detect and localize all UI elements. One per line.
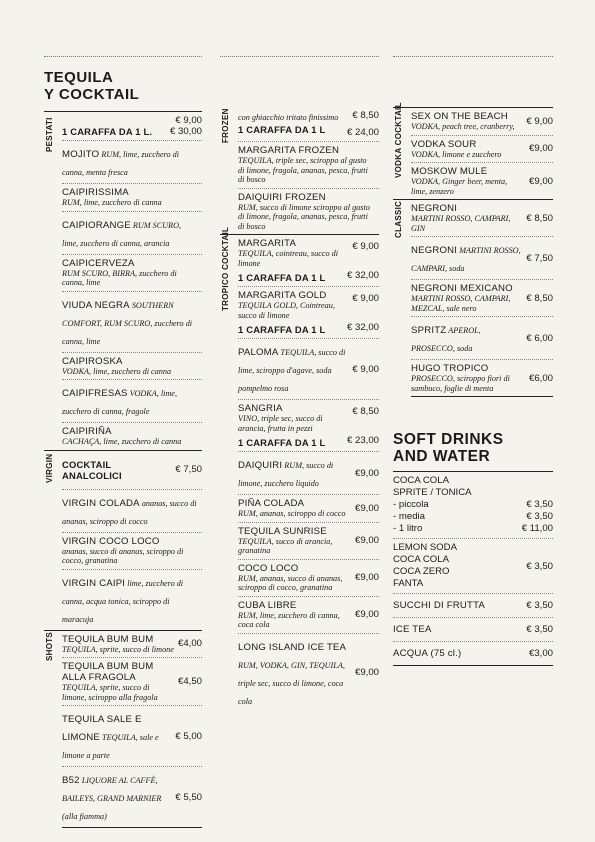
menu-item: COCO LOCO RUM, ananas, succo di ananas, sciroppo di cocco, granatina €9,00 (238, 560, 379, 597)
section-title-tequila (44, 69, 202, 103)
virgin-header: COCKTAIL ANALCOLICI € 7,50 (62, 451, 202, 490)
menu-item: SANGRIA VINO, triple sec, succo di arancia, frutta in pezzi 1 CARAFFA DA 1 L € 8,50 € 23,00 (238, 400, 379, 452)
menu-item: CAIPIFRESAS VODKA, lime, zucchero di canna, fragole (62, 380, 202, 423)
menu-item: TEQUILA BUM BUM TEQUILA, sprite, succo di limone €4,00 (62, 631, 202, 659)
column-left (44, 56, 202, 828)
menu-item: CAIPIROSKA VODKA, lime, zucchero di canna (62, 353, 202, 381)
section-pestati: PESTATI 1 CARAFFA DA 1 L. € 9,00 € 30,00 MOJITO RUM, lime, zucchero di canna, menta fresca CAIPIRISSIMA RUM, lime, zucchero di canna CAIPIORANGE RUM SCURO, lime, zucchero di canna, arancia CAIPICERVEZA RUM SCURO, BIRRA, zucchero di canna, lime VIUDA NEGRA SOUTHERN COMFORT, RUM SCURO, zucchero di canna, lime CAIPIROSKA VODKA, lime, zucchero di canna CAIPIFRESAS VODKA, lime, zucchero di canna, fragole CAIPIRIÑA CACHAÇA, lime, zucchero di canna (44, 111, 202, 450)
cans-group: LEMON SODA COCA COLA COCA ZERO FANTA € 3,50 (393, 539, 553, 594)
menu-item: CUBA LIBRE RUM, lime, zucchero di canna, coca cola €9,00 (238, 597, 379, 634)
price-single: € 9,00 (175, 115, 202, 126)
title-line-2: AND WATER (393, 448, 491, 465)
title-line-1: SOFT DRINKS (393, 431, 504, 448)
menu-item: VIRGIN COLADA ananas, succo di ananas, sciroppo di cocco (62, 490, 202, 533)
menu-item: CAIPICERVEZA RUM SCURO, BIRRA, zucchero di canna, lime (62, 255, 202, 292)
title-line-1: TEQUILA (44, 69, 114, 86)
menu-item: HUGO TROPICO PROSECCO, sciroppo fiori di sambuco, foglie di menta €6,00 (411, 360, 553, 397)
menu-item: VIRGIN COCO LOCO ananas, succo di ananas, sciroppo di cocco, granatina (62, 533, 202, 570)
top-divider (220, 56, 379, 57)
menu-item: SEX ON THE BEACH VODKA, peach tree, cranberry, € 9,00 (411, 108, 553, 136)
menu-item: NEGRONI MARTINI ROSSO, CAMPARI, GIN € 8,50 (411, 200, 553, 237)
menu-item: MARGARITA TEQUILA, cointreau, succo di limone 1 CARAFFA DA 1 L € 9,00 € 32,00 (238, 235, 379, 287)
menu-item: MARGARITA FROZEN TEQUILA, triple sec, sciroppo al gusto di limone, fragola, ananas, pesca, frutti di bosco (238, 142, 379, 189)
menu-item: PIÑA COLADA RUM, ananas, sciroppo di cocco €9,00 (238, 495, 379, 523)
size-row: - 1 litro € 11,00 (393, 523, 553, 534)
virgin-price: € 7,50 (175, 464, 202, 475)
menu-item: B52 LIQUORE AL CAFFÈ, BAILEYS, GRAND MARNIER (alla fiamma) € 5,50 (62, 767, 202, 828)
menu-item: TEQUILA BUM BUM ALLA FRAGOLA TEQUILA, sprite, succo di limone, sciroppo alla fragola €4,50 (62, 658, 202, 706)
size-row: - media € 3,50 (393, 511, 553, 522)
menu-item: TEQUILA SUNRISE TEQUILA, succo di arancia, granatina €9,00 (238, 523, 379, 560)
section-frozen: FROZEN con ghiacchio tritato finissimo 1 CARAFFA DA 1 L € 8,50 € 24,00 MARGARITA FROZEN TEQUILA, triple sec, sciroppo al gusto di limone, fragola, ananas, pesca, frutti di bosco DAIQUIRI FROZEN RUM, succo di limone sciroppo al gusto di limone, fragola, ananas, pesca, frutti di bosco (220, 107, 379, 234)
size-row: - piccola € 3,50 (393, 499, 553, 510)
frozen-header: con ghiacchio tritato finissimo 1 CARAFFA DA 1 L € 8,50 € 24,00 (238, 107, 379, 142)
section-title-soft (393, 431, 553, 465)
menu-item: MARGARITA GOLD TEQUILA GOLD, Cointreau, succo di limone 1 CARAFFA DA 1 L € 9,00 € 32,00 (238, 287, 379, 339)
price-caraffa: € 30,00 (169, 126, 202, 137)
menu-item: CAIPIRIÑA CACHAÇA, lime, zucchero di canna (62, 426, 182, 446)
menu-item: MOSKOW MULE VODKA, Ginger beer, menta, lime, zenzero €9,00 (411, 166, 553, 196)
menu-item: DAIQUIRI RUM, succo di limone, zucchero liquido €9,00 (238, 452, 379, 495)
section-shots: SHOTS TEQUILA BUM BUM TEQUILA, sprite, succo di limone €4,00 TEQUILA BUM BUM ALLA FRAGOLA TEQUILA, sprite, succo di limone, sciroppo alla fragola €4,50 TEQUILA SALE E LIMONE TEQUILA, sale e limone a parte € 5,00 B52 LIQUORE AL CAFFÈ, BAILEYS, GRAND MARNIER (alla fiamma) € 5,50 (44, 630, 202, 829)
menu-item: MOJITO RUM, lime, zucchero di canna, menta fresca (62, 141, 202, 184)
pestati-header (62, 112, 202, 141)
menu-item: CAIPIORANGE RUM SCURO, lime, zucchero di canna, arancia (62, 212, 202, 255)
menu-item: VODKA SOUR VODKA, limone e zucchero €9,00 (411, 136, 553, 164)
menu-item: LONG ISLAND ICE TEA RUM, VODKA, GIN, TEQUILA, triple sec, succo di limone, coca cola €9,00 (238, 641, 379, 706)
column-right (393, 56, 553, 666)
caraffa-label: 1 CARAFFA DA 1 L. (62, 125, 153, 137)
menu-item: DAIQUIRI FROZEN RUM, succo di limone sciroppo al gusto di limone, fragola, ananas, pesca, frutti di bosco (238, 191, 370, 231)
menu-item: TEQUILA SALE E LIMONE TEQUILA, sale e limone a parte € 5,00 (62, 706, 202, 767)
top-divider (393, 56, 553, 57)
section-vodka: VODKA COCKTAIL SEX ON THE BEACH VODKA, peach tree, cranberry, € 9,00 VODKA SOUR VODKA, limone e zucchero €9,00 MOSKOW MULE VODKA, Ginger beer, menta, lime, zenzero €9,00 (393, 107, 553, 199)
menu-item: PALOMA TEQUILA, succo di lime, sciroppo d'agave, soda pompelmo rosa € 9,00 (238, 339, 379, 400)
menu-item: VIUDA NEGRA SOUTHERN COMFORT, RUM SCURO, zucchero di canna, lime (62, 292, 202, 353)
menu-item: SUCCHI DI FRUTTA € 3,50 (393, 594, 553, 618)
top-divider (44, 56, 202, 57)
cola-group: COCA COLA SPRITE / TONICA - piccola € 3,50 - media € 3,50 - 1 litro € 11,00 (393, 472, 553, 539)
menu-item: ICE TEA € 3,50 (393, 618, 553, 642)
section-soft-drinks (393, 431, 553, 666)
section-virgin: VIRGIN COCKTAIL ANALCOLICI € 7,50 VIRGIN COLADA ananas, succo di ananas, sciroppo di cocco VIRGIN COCO LOCO ananas, succo di ananas, sciroppo di cocco, granatina VIRGIN CAIPI lime, zucchero di canna, acqua tonica, sciroppo di maracuja (44, 450, 202, 630)
title-line-2: Y COCKTAIL (44, 86, 140, 103)
menu-item: NEGRONI MEXICANO MARTINI ROSSO, CAMPARI, MEZCAL, sale nero € 8,50 (411, 280, 553, 317)
menu-item: VIRGIN CAIPI lime, zucchero di canna, acqua tonica, sciroppo di maracuja (62, 577, 184, 624)
menu-item: SPRITZ APEROL, PROSECCO, soda € 6,00 (411, 317, 553, 360)
section-tropico: TROPICO COCKTAIL MARGARITA TEQUILA, cointreau, succo di limone 1 CARAFFA DA 1 L € 9,00 € 32,00 MARGARITA GOLD TEQUILA GOLD, Cointreau, succo di limone 1 CARAFFA DA 1 L € 9,00 € 32,00 PALOMA TEQUILA, succo di lime, sciroppo d'agave, soda pompelmo rosa € 9,00 SANGRIA VINO, triple sec, succo di arancia, frutta in pezzi 1 CARAFFA DA 1 L € 8,50 € 23,00 DAIQUIRI RUM, succo di limone, zucchero liquido €9,00 PIÑA COLADA RUM, ananas, sciroppo di cocco €9,00 TEQUILA SUNRISE TEQUILA, succo di arancia, granatina €9,00 COCO LOCO RUM, ananas, succo di ananas, sciroppo di cocco, granatina €9,00 CUBA LIBRE RUM, lime, zucchero di canna, coca cola €9,00 LONG ISLAND ICE TEA RUM, VODKA, GIN, TEQUILA, triple sec, succo di limone, coca cola €9,00 (220, 234, 379, 712)
menu-item: ACQUA (75 cl.) €3,00 (393, 642, 553, 666)
menu-item: CAIPIRISSIMA RUM, lime, zucchero di canna (62, 184, 202, 212)
menu-item: NEGRONI MARTINI ROSSO, CAMPARI, soda € 7,50 (411, 237, 553, 280)
column-middle (220, 56, 379, 712)
section-classic: CLASSIC NEGRONI MARTINI ROSSO, CAMPARI, GIN € 8,50 NEGRONI MARTINI ROSSO, CAMPARI, soda € 7,50 NEGRONI MEXICANO MARTINI ROSSO, CAMPARI, MEZCAL, sale nero € 8,50 SPRITZ APEROL, PROSECCO, soda € 6,00 HUGO TROPICO PROSECCO, sciroppo fiori di sambuco, foglie di menta €6,00 (393, 199, 553, 397)
